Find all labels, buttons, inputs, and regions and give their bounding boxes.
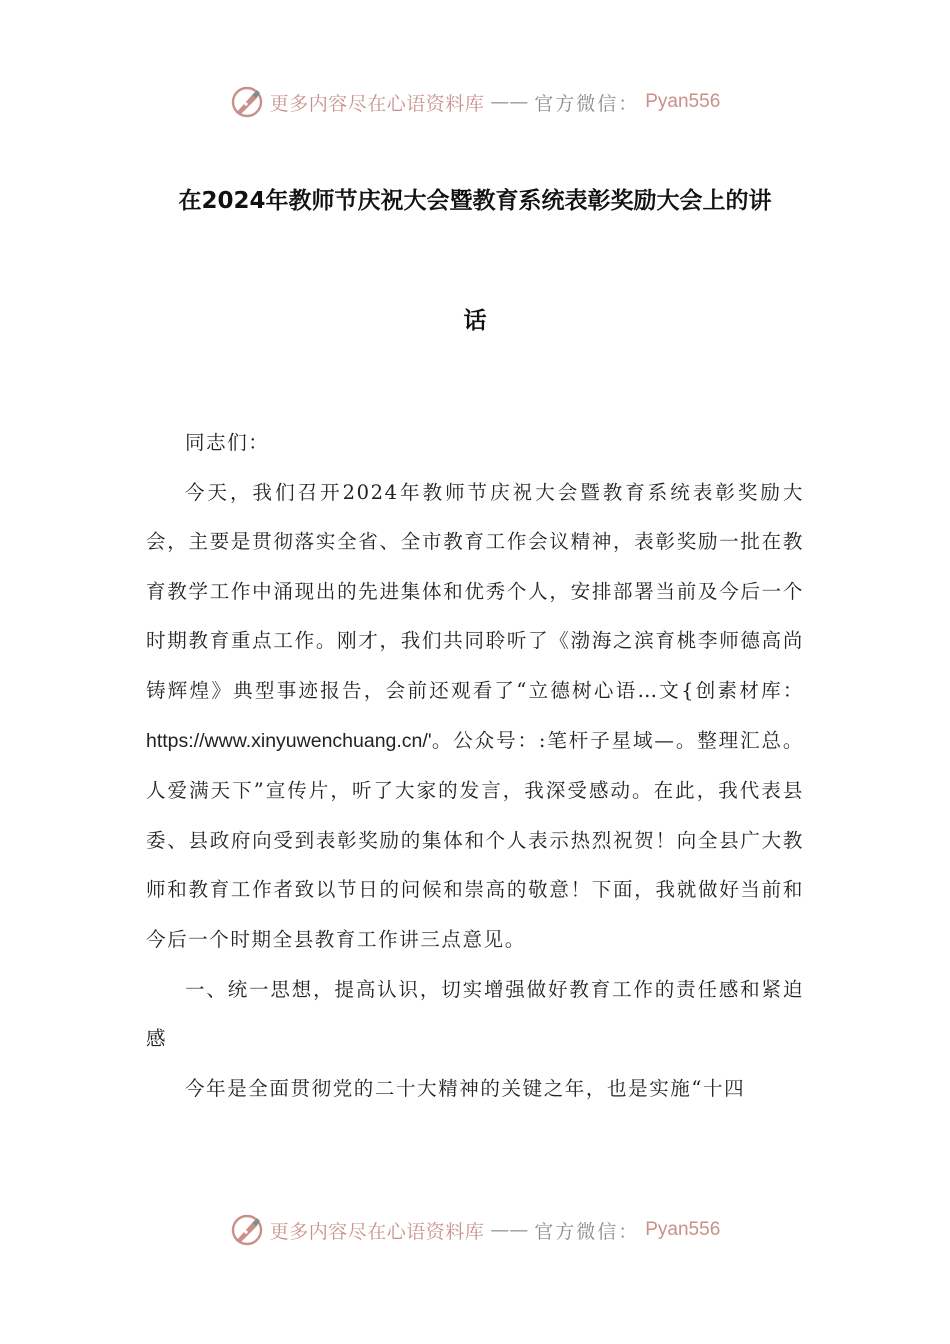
header-banner[interactable] xyxy=(0,82,950,122)
paragraph-1-text-a: 今天，我们召开2024年教师节庆祝大会暨教育系统表彰奖励大会，主要是贯彻落实全省、全市教育工作会议精神，表彰奖励一批在教育教学工作中涌现出的先进集体和优秀个人，安排部署当前及今后一个时期教育重点工作。刚才，我们共同聆听了《渤海之滨育桃李师德高尚铸辉煌》典型事迹报告，会前还观看了“立德树心语…文{创素材库： xyxy=(146,480,804,702)
banner-wechat-id: Pyan556 xyxy=(645,91,721,112)
banner-main-text: 更多内容尽在心语资料库 xyxy=(269,1220,485,1243)
paragraph-1 xyxy=(146,468,804,965)
banner-separator: —— xyxy=(490,1219,529,1241)
banner-wechat-label: 官方微信： xyxy=(534,92,640,115)
source-url-text: https://www.xinyuwenchuang.cn/' xyxy=(146,729,432,752)
footer-banner[interactable] xyxy=(0,1210,950,1250)
paragraph-1-text-b: 。公众号：:笔杆子星域—。整理汇总。人爱满天下”宣传片，听了大家的发言，我深受感动。在此，我代表县委、县政府向受到表彰奖励的集体和个人表示热烈祝贺！向全县广大教师和教育工作者致以节日的问候和崇高的敬意！下面，我就做好当前和今后一个时期全县教育工作讲三点意见。 xyxy=(146,728,804,951)
document-title-line-1: 在2024年教师节庆祝大会暨教育系统表彰奖励大会上的讲 xyxy=(178,188,772,214)
document-title-line-2: 话 xyxy=(463,308,487,334)
pen-nib-icon xyxy=(230,85,264,119)
banner-wechat-label: 官方微信： xyxy=(534,1220,640,1243)
banner-main-text: 更多内容尽在心语资料库 xyxy=(269,92,485,115)
banner-wechat-id: Pyan556 xyxy=(645,1219,721,1240)
pen-nib-icon xyxy=(230,1213,264,1247)
banner-separator: —— xyxy=(490,91,529,113)
document-body xyxy=(146,418,804,1113)
section-heading-1: 一、统一思想，提高认识，切实增强做好教育工作的责任感和紧迫感 xyxy=(146,977,804,1051)
paragraph-2: 今年是全面贯彻党的二十大精神的关键之年，也是实施“十四 xyxy=(185,1076,746,1100)
salutation: 同志们： xyxy=(185,431,270,454)
